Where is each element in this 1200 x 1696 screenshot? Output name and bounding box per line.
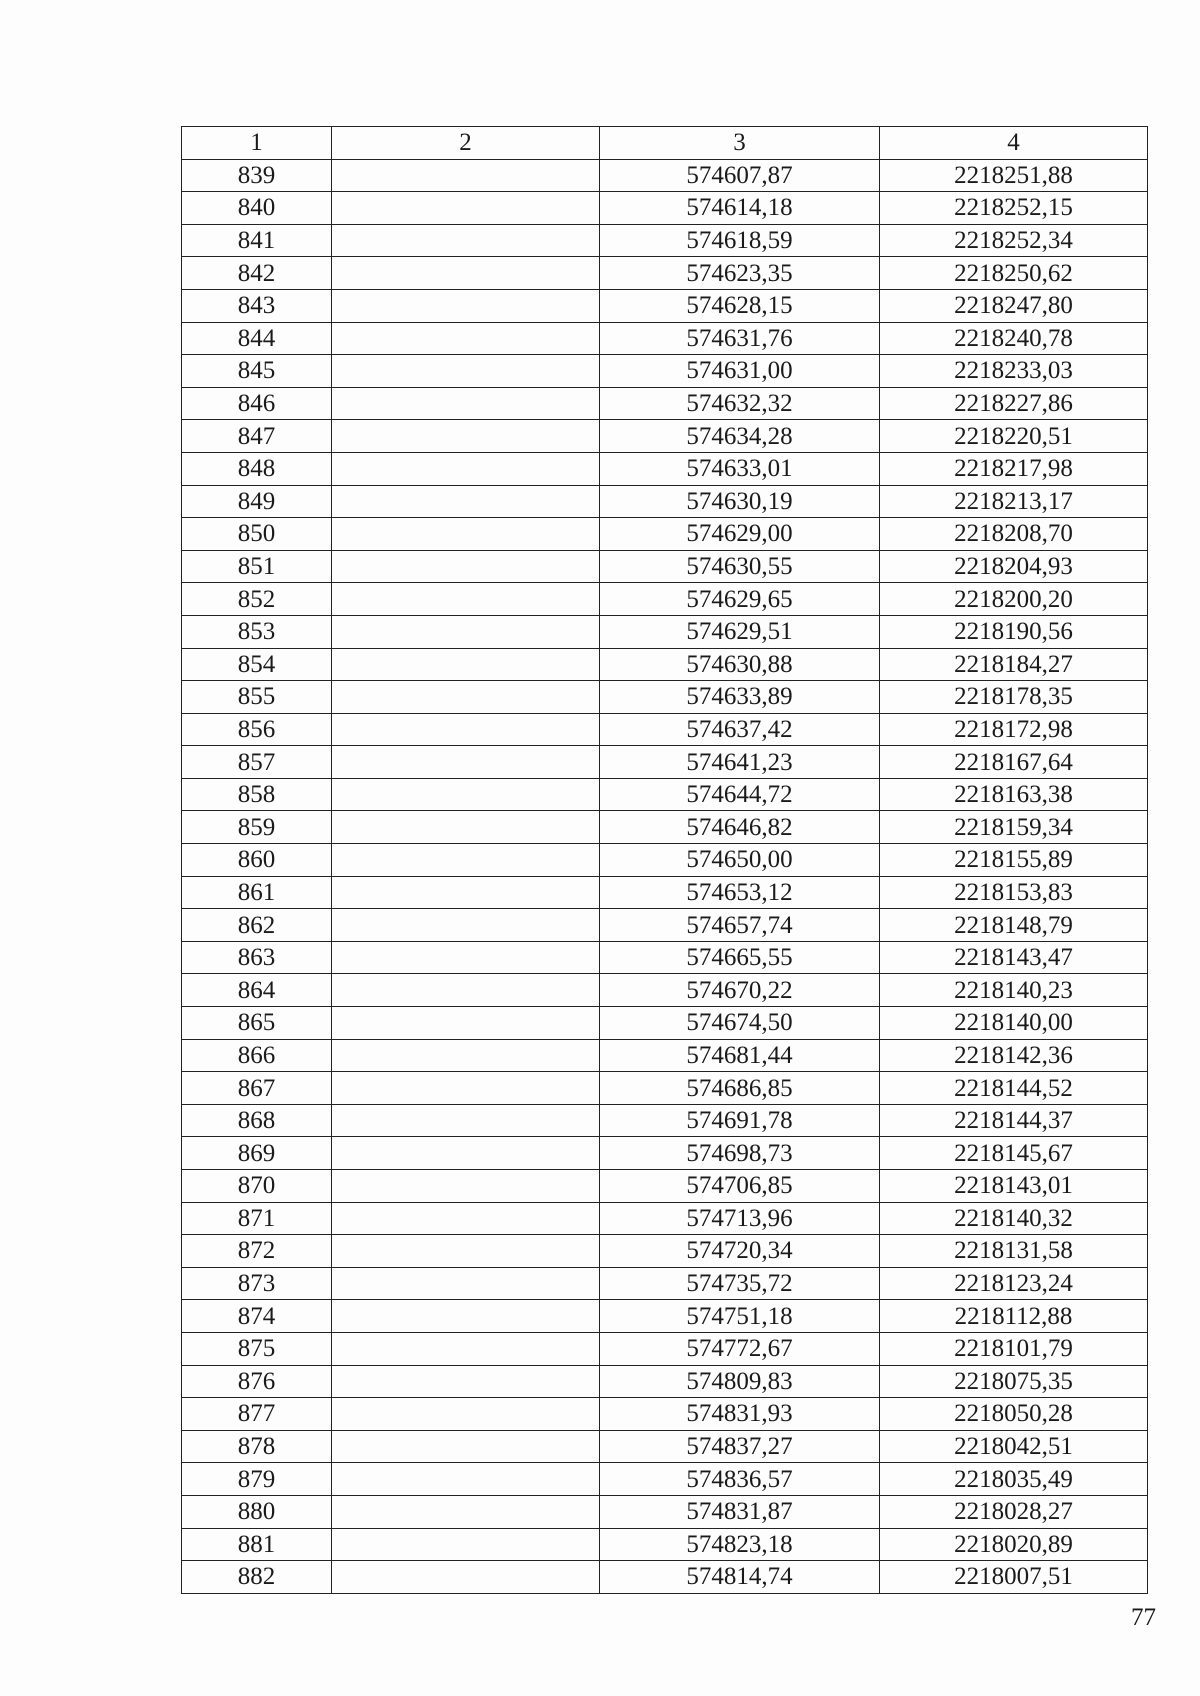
table-row	[182, 1202, 1148, 1235]
table-row	[182, 1170, 1148, 1203]
description-cell	[332, 1300, 600, 1333]
table-row	[182, 518, 1148, 551]
y-coordinate-cell: 2218035,49	[880, 1463, 1148, 1496]
column-header-1: 1	[182, 127, 332, 160]
table-row	[182, 1430, 1148, 1463]
x-coordinate-cell: 574633,01	[600, 452, 880, 485]
table-row	[182, 257, 1148, 290]
table-row	[182, 648, 1148, 681]
description-cell	[332, 1235, 600, 1268]
description-cell	[332, 518, 600, 551]
x-coordinate-cell: 574713,96	[600, 1202, 880, 1235]
description-cell	[332, 289, 600, 322]
y-coordinate-cell: 2218163,38	[880, 778, 1148, 811]
table-row	[182, 1137, 1148, 1170]
x-coordinate-cell: 574629,65	[600, 583, 880, 616]
point-number-cell: 866	[182, 1039, 332, 1072]
x-coordinate-cell: 574637,42	[600, 713, 880, 746]
y-coordinate-cell: 2218200,20	[880, 583, 1148, 616]
point-number-cell: 882	[182, 1561, 332, 1594]
point-number-cell: 851	[182, 550, 332, 583]
coordinates-table	[181, 126, 1148, 1594]
table-row	[182, 1528, 1148, 1561]
point-number-cell: 875	[182, 1332, 332, 1365]
y-coordinate-cell: 2218184,27	[880, 648, 1148, 681]
x-coordinate-cell: 574628,15	[600, 289, 880, 322]
table-row	[182, 811, 1148, 844]
description-cell	[332, 550, 600, 583]
point-number-cell: 879	[182, 1463, 332, 1496]
table-row	[182, 452, 1148, 485]
x-coordinate-cell: 574706,85	[600, 1170, 880, 1203]
description-cell	[332, 224, 600, 257]
table-row	[182, 1561, 1148, 1594]
point-number-cell: 872	[182, 1235, 332, 1268]
y-coordinate-cell: 2218075,35	[880, 1365, 1148, 1398]
x-coordinate-cell: 574630,19	[600, 485, 880, 518]
table-row	[182, 844, 1148, 877]
y-coordinate-cell: 2218178,35	[880, 681, 1148, 714]
x-coordinate-cell: 574674,50	[600, 1007, 880, 1040]
point-number-cell: 859	[182, 811, 332, 844]
x-coordinate-cell: 574607,87	[600, 159, 880, 192]
y-coordinate-cell: 2218144,52	[880, 1072, 1148, 1105]
description-cell	[332, 1170, 600, 1203]
table-header-row	[182, 127, 1148, 160]
table-row	[182, 876, 1148, 909]
description-cell	[332, 1332, 600, 1365]
table-row	[182, 1039, 1148, 1072]
y-coordinate-cell: 2218155,89	[880, 844, 1148, 877]
description-cell	[332, 844, 600, 877]
y-coordinate-cell: 2218042,51	[880, 1430, 1148, 1463]
point-number-cell: 865	[182, 1007, 332, 1040]
x-coordinate-cell: 574632,32	[600, 387, 880, 420]
y-coordinate-cell: 2218144,37	[880, 1104, 1148, 1137]
description-cell	[332, 1528, 600, 1561]
y-coordinate-cell: 2218252,34	[880, 224, 1148, 257]
x-coordinate-cell: 574772,67	[600, 1332, 880, 1365]
x-coordinate-cell: 574823,18	[600, 1528, 880, 1561]
point-number-cell: 881	[182, 1528, 332, 1561]
column-header-2: 2	[332, 127, 600, 160]
x-coordinate-cell: 574631,00	[600, 355, 880, 388]
description-cell	[332, 1007, 600, 1040]
x-coordinate-cell: 574630,88	[600, 648, 880, 681]
point-number-cell: 843	[182, 289, 332, 322]
description-cell	[332, 583, 600, 616]
description-cell	[332, 420, 600, 453]
description-cell	[332, 713, 600, 746]
page-number: 77	[1131, 1604, 1156, 1631]
description-cell	[332, 746, 600, 779]
point-number-cell: 873	[182, 1267, 332, 1300]
x-coordinate-cell: 574837,27	[600, 1430, 880, 1463]
x-coordinate-cell: 574720,34	[600, 1235, 880, 1268]
x-coordinate-cell: 574629,00	[600, 518, 880, 551]
y-coordinate-cell: 2218050,28	[880, 1398, 1148, 1431]
description-cell	[332, 322, 600, 355]
description-cell	[332, 1202, 600, 1235]
table-row	[182, 746, 1148, 779]
table-row	[182, 1398, 1148, 1431]
y-coordinate-cell: 2218140,32	[880, 1202, 1148, 1235]
column-header-3: 3	[600, 127, 880, 160]
description-cell	[332, 257, 600, 290]
description-cell	[332, 1039, 600, 1072]
y-coordinate-cell: 2218143,01	[880, 1170, 1148, 1203]
y-coordinate-cell: 2218247,80	[880, 289, 1148, 322]
table-row	[182, 322, 1148, 355]
point-number-cell: 876	[182, 1365, 332, 1398]
y-coordinate-cell: 2218252,15	[880, 192, 1148, 225]
y-coordinate-cell: 2218204,93	[880, 550, 1148, 583]
x-coordinate-cell: 574633,89	[600, 681, 880, 714]
x-coordinate-cell: 574698,73	[600, 1137, 880, 1170]
y-coordinate-cell: 2218007,51	[880, 1561, 1148, 1594]
y-coordinate-cell: 2218148,79	[880, 909, 1148, 942]
x-coordinate-cell: 574623,35	[600, 257, 880, 290]
x-coordinate-cell: 574629,51	[600, 615, 880, 648]
point-number-cell: 845	[182, 355, 332, 388]
description-cell	[332, 1463, 600, 1496]
point-number-cell: 844	[182, 322, 332, 355]
y-coordinate-cell: 2218233,03	[880, 355, 1148, 388]
description-cell	[332, 1104, 600, 1137]
y-coordinate-cell: 2218190,56	[880, 615, 1148, 648]
description-cell	[332, 909, 600, 942]
x-coordinate-cell: 574634,28	[600, 420, 880, 453]
y-coordinate-cell: 2218227,86	[880, 387, 1148, 420]
x-coordinate-cell: 574646,82	[600, 811, 880, 844]
x-coordinate-cell: 574686,85	[600, 1072, 880, 1105]
y-coordinate-cell: 2218217,98	[880, 452, 1148, 485]
y-coordinate-cell: 2218140,00	[880, 1007, 1148, 1040]
point-number-cell: 857	[182, 746, 332, 779]
table-row	[182, 1235, 1148, 1268]
point-number-cell: 868	[182, 1104, 332, 1137]
table-row	[182, 1007, 1148, 1040]
table-row	[182, 941, 1148, 974]
y-coordinate-cell: 2218153,83	[880, 876, 1148, 909]
table-row	[182, 550, 1148, 583]
table-row	[182, 387, 1148, 420]
point-number-cell: 862	[182, 909, 332, 942]
description-cell	[332, 778, 600, 811]
point-number-cell: 842	[182, 257, 332, 290]
point-number-cell: 870	[182, 1170, 332, 1203]
x-coordinate-cell: 574831,93	[600, 1398, 880, 1431]
description-cell	[332, 1365, 600, 1398]
table-row	[182, 192, 1148, 225]
x-coordinate-cell: 574836,57	[600, 1463, 880, 1496]
description-cell	[332, 192, 600, 225]
description-cell	[332, 452, 600, 485]
point-number-cell: 878	[182, 1430, 332, 1463]
x-coordinate-cell: 574657,74	[600, 909, 880, 942]
x-coordinate-cell: 574614,18	[600, 192, 880, 225]
point-number-cell: 856	[182, 713, 332, 746]
description-cell	[332, 681, 600, 714]
point-number-cell: 867	[182, 1072, 332, 1105]
point-number-cell: 877	[182, 1398, 332, 1431]
point-number-cell: 880	[182, 1495, 332, 1528]
point-number-cell: 863	[182, 941, 332, 974]
x-coordinate-cell: 574670,22	[600, 974, 880, 1007]
point-number-cell: 854	[182, 648, 332, 681]
description-cell	[332, 1495, 600, 1528]
y-coordinate-cell: 2218028,27	[880, 1495, 1148, 1528]
table-row	[182, 159, 1148, 192]
y-coordinate-cell: 2218250,62	[880, 257, 1148, 290]
description-cell	[332, 1267, 600, 1300]
description-cell	[332, 974, 600, 1007]
table-row	[182, 1267, 1148, 1300]
table-row	[182, 1072, 1148, 1105]
column-header-4: 4	[880, 127, 1148, 160]
x-coordinate-cell: 574631,76	[600, 322, 880, 355]
y-coordinate-cell: 2218251,88	[880, 159, 1148, 192]
y-coordinate-cell: 2218101,79	[880, 1332, 1148, 1365]
table-row	[182, 1104, 1148, 1137]
x-coordinate-cell: 574735,72	[600, 1267, 880, 1300]
y-coordinate-cell: 2218123,24	[880, 1267, 1148, 1300]
table-row	[182, 778, 1148, 811]
point-number-cell: 848	[182, 452, 332, 485]
x-coordinate-cell: 574691,78	[600, 1104, 880, 1137]
point-number-cell: 847	[182, 420, 332, 453]
description-cell	[332, 1430, 600, 1463]
description-cell	[332, 615, 600, 648]
point-number-cell: 855	[182, 681, 332, 714]
y-coordinate-cell: 2218240,78	[880, 322, 1148, 355]
point-number-cell: 841	[182, 224, 332, 257]
y-coordinate-cell: 2218145,67	[880, 1137, 1148, 1170]
y-coordinate-cell: 2218208,70	[880, 518, 1148, 551]
x-coordinate-cell: 574831,87	[600, 1495, 880, 1528]
description-cell	[332, 1072, 600, 1105]
table-row	[182, 713, 1148, 746]
point-number-cell: 871	[182, 1202, 332, 1235]
point-number-cell: 869	[182, 1137, 332, 1170]
table-row	[182, 615, 1148, 648]
description-cell	[332, 387, 600, 420]
point-number-cell: 874	[182, 1300, 332, 1333]
description-cell	[332, 811, 600, 844]
point-number-cell: 849	[182, 485, 332, 518]
table-row	[182, 1300, 1148, 1333]
x-coordinate-cell: 574650,00	[600, 844, 880, 877]
description-cell	[332, 648, 600, 681]
table-row	[182, 1463, 1148, 1496]
y-coordinate-cell: 2218159,34	[880, 811, 1148, 844]
table-row	[182, 224, 1148, 257]
y-coordinate-cell: 2218220,51	[880, 420, 1148, 453]
x-coordinate-cell: 574681,44	[600, 1039, 880, 1072]
description-cell	[332, 1398, 600, 1431]
point-number-cell: 840	[182, 192, 332, 225]
table-row	[182, 681, 1148, 714]
point-number-cell: 860	[182, 844, 332, 877]
table-row	[182, 289, 1148, 322]
y-coordinate-cell: 2218020,89	[880, 1528, 1148, 1561]
x-coordinate-cell: 574641,23	[600, 746, 880, 779]
x-coordinate-cell: 574665,55	[600, 941, 880, 974]
x-coordinate-cell: 574653,12	[600, 876, 880, 909]
point-number-cell: 861	[182, 876, 332, 909]
table-row	[182, 1495, 1148, 1528]
table-row	[182, 1332, 1148, 1365]
description-cell	[332, 159, 600, 192]
x-coordinate-cell: 574644,72	[600, 778, 880, 811]
x-coordinate-cell: 574814,74	[600, 1561, 880, 1594]
description-cell	[332, 485, 600, 518]
y-coordinate-cell: 2218131,58	[880, 1235, 1148, 1268]
description-cell	[332, 941, 600, 974]
x-coordinate-cell: 574618,59	[600, 224, 880, 257]
table-body	[182, 159, 1148, 1593]
y-coordinate-cell: 2218140,23	[880, 974, 1148, 1007]
y-coordinate-cell: 2218167,64	[880, 746, 1148, 779]
description-cell	[332, 876, 600, 909]
point-number-cell: 858	[182, 778, 332, 811]
point-number-cell: 846	[182, 387, 332, 420]
table-row	[182, 909, 1148, 942]
table-row	[182, 974, 1148, 1007]
table-row	[182, 355, 1148, 388]
y-coordinate-cell: 2218142,36	[880, 1039, 1148, 1072]
table-row	[182, 420, 1148, 453]
table-row	[182, 583, 1148, 616]
point-number-cell: 850	[182, 518, 332, 551]
table-row	[182, 1365, 1148, 1398]
point-number-cell: 853	[182, 615, 332, 648]
x-coordinate-cell: 574751,18	[600, 1300, 880, 1333]
description-cell	[332, 355, 600, 388]
x-coordinate-cell: 574630,55	[600, 550, 880, 583]
point-number-cell: 852	[182, 583, 332, 616]
y-coordinate-cell: 2218112,88	[880, 1300, 1148, 1333]
x-coordinate-cell: 574809,83	[600, 1365, 880, 1398]
y-coordinate-cell: 2218172,98	[880, 713, 1148, 746]
point-number-cell: 864	[182, 974, 332, 1007]
description-cell	[332, 1137, 600, 1170]
y-coordinate-cell: 2218213,17	[880, 485, 1148, 518]
table-row	[182, 485, 1148, 518]
point-number-cell: 839	[182, 159, 332, 192]
y-coordinate-cell: 2218143,47	[880, 941, 1148, 974]
description-cell	[332, 1561, 600, 1594]
